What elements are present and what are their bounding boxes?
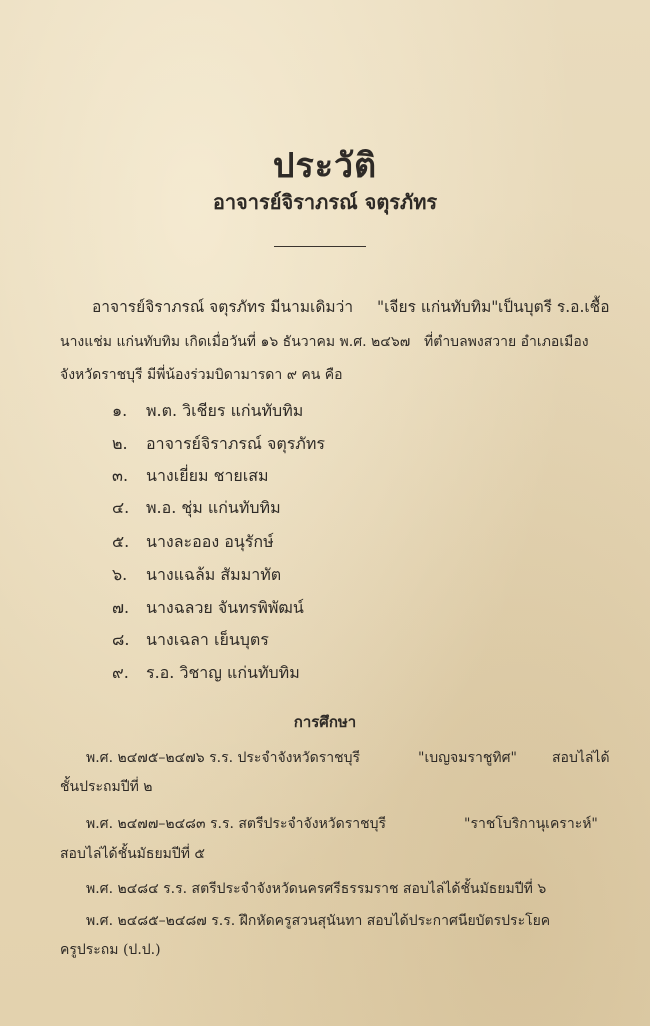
list-item-number: ๕. xyxy=(112,532,130,551)
education-row-3: พ.ศ. ๒๔๘๔ ร.ร. สตรีประจำจังหวัดนครศรีธรรมราช สอบไล่ได้ชั้นมัธยมปีที่ ๖ xyxy=(86,881,547,897)
list-item-name: ร.อ. วิชาญ แก่นทับทิม xyxy=(146,663,300,682)
list-item xyxy=(112,661,300,686)
list-item xyxy=(112,628,269,653)
list-item-name: พ.ต. วิเชียร แก่นทับทิม xyxy=(146,401,304,420)
intro-line-3: จังหวัดราชบุรี มีพี่น้องร่วมบิดามารดา ๙ คน คือ xyxy=(60,367,343,383)
list-item-name: อาจารย์จิราภรณ์ จตุรภัทร xyxy=(146,434,325,453)
page-title: ประวัติ xyxy=(272,146,378,186)
education-row-2a: พ.ศ. ๒๔๗๗–๒๔๘๓ ร.ร. สตรีประจำจังหวัดราชบุรี xyxy=(86,816,387,832)
list-item-number: ๑. xyxy=(112,401,128,420)
list-item-number: ๖. xyxy=(112,565,128,584)
list-item xyxy=(112,530,274,555)
list-item-number: ๒. xyxy=(112,434,128,453)
list-item-name: นางเฉลา เย็นบุตร xyxy=(146,630,269,649)
list-item-number: ๙. xyxy=(112,663,129,682)
education-heading: การศึกษา xyxy=(293,713,357,731)
education-row-1a: พ.ศ. ๒๔๗๕–๒๔๗๖ ร.ร. ประจำจังหวัดราชบุรี xyxy=(86,750,360,766)
education-row-1b: "เบญจมราชูทิศ" xyxy=(418,750,517,766)
list-item-number: ๔. xyxy=(112,498,130,517)
list-item xyxy=(112,464,269,489)
education-row-4: พ.ศ. ๒๔๘๕–๒๔๘๗ ร.ร. ฝึกหัดครูสวนสุนันทา สอบได้ประกาศนียบัตรประโยค xyxy=(86,913,551,929)
list-item xyxy=(112,596,304,621)
list-item xyxy=(112,563,281,588)
list-item xyxy=(112,399,303,424)
page-subtitle: อาจารย์จิราภรณ์ จตุรภัทร xyxy=(212,190,438,214)
intro-line-1c: เป็นบุตรี ร.อ.เชื้อ xyxy=(498,298,610,316)
list-item-name: นางเยี่ยม ชายเสม xyxy=(146,466,269,485)
education-row-2c: สอบไล่ได้ชั้นมัธยมปีที่ ๕ xyxy=(60,846,206,862)
intro-line-2a: นางแช่ม แก่นทับทิม เกิดเมื่อวันที่ ๑๖ ธันวาคม พ.ศ. ๒๔๖๗ xyxy=(60,334,411,350)
intro-line-1b: "เจียร แก่นทับทิม" xyxy=(377,298,499,316)
list-item-name: นางแฉล้ม สัมมาทัต xyxy=(146,565,282,584)
intro-line-1a: อาจารย์จิราภรณ์ จตุรภัทร มีนามเดิมว่า xyxy=(92,298,354,316)
title-divider xyxy=(274,246,366,247)
list-item xyxy=(112,432,325,457)
list-item-number: ๓. xyxy=(112,466,129,485)
intro-line-2b: ที่ตำบลพงสวาย อำเภอเมือง xyxy=(424,334,589,350)
education-row-2b: "ราชโบริกานุเคราะห์" xyxy=(464,816,598,832)
list-item-name: นางฉลวย จันทรพิพัฒน์ xyxy=(146,598,304,617)
education-row-1c: สอบไล่ได้ xyxy=(552,750,610,766)
list-item-name: นางละออง อนุรักษ์ xyxy=(146,532,274,551)
list-item-number: ๘. xyxy=(112,630,130,649)
list-item-name: พ.อ. ชุ่ม แก่นทับทิม xyxy=(146,498,281,517)
list-item xyxy=(112,496,281,521)
list-item-number: ๗. xyxy=(112,598,130,617)
education-row-1d: ชั้นประถมปีที่ ๒ xyxy=(60,779,153,795)
education-row-4b: ครูประถม (ป.ป.) xyxy=(60,942,161,958)
